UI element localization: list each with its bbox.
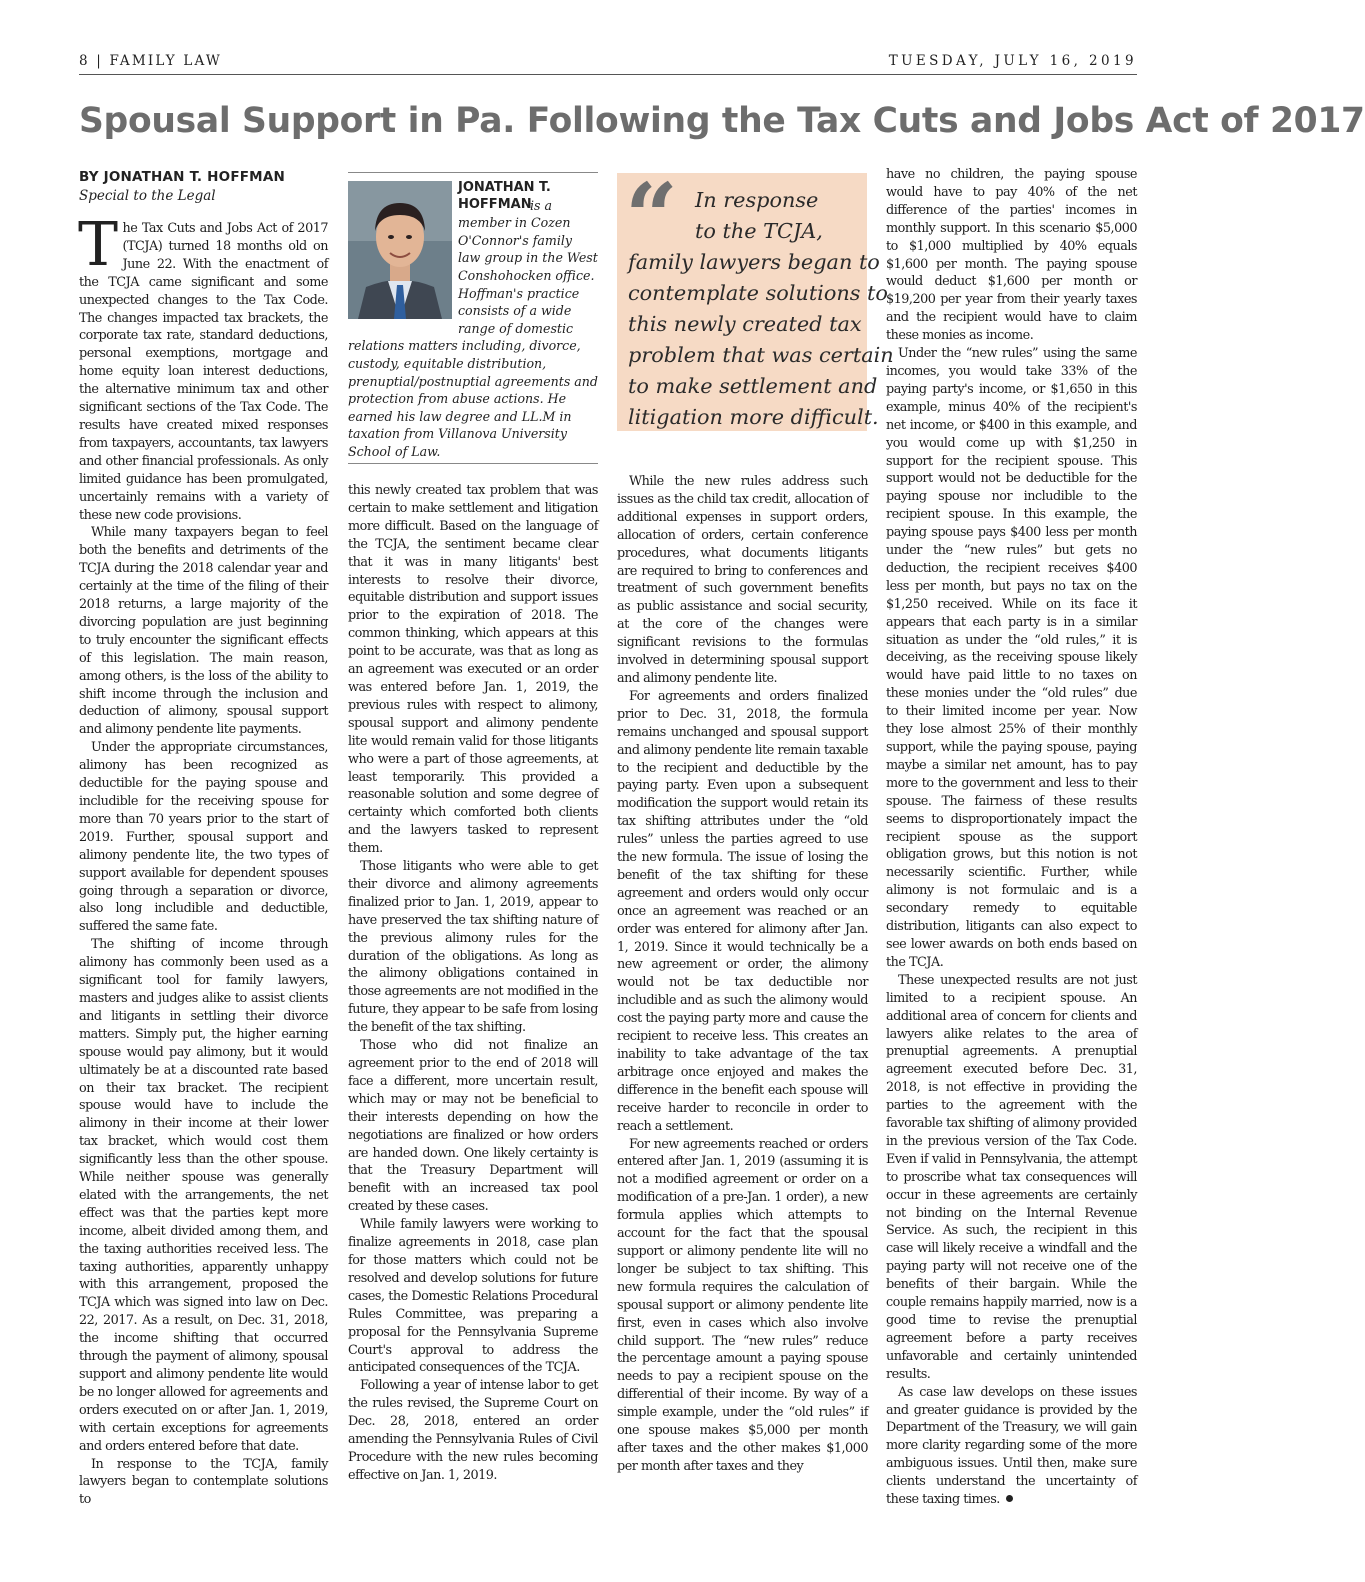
article-column-4 [886,166,1137,1509]
paragraph: While many taxpayers began to feel both the benefits and detriments of the TCJA during the 2018 calendar year and certainly at the time of the filing of their 2018 returns, a large majority of the divorcing population are just beginning to truly encounter the significant effects of this legislation. The main reason, among others, is the loss of the ability to shift income through the inclusion and deduction of alimony, spousal support and alimony pendente lite payments. [79,525,328,738]
author-bio-box [348,172,598,464]
byline: BY JONATHAN T. HOFFMAN [79,169,285,185]
paragraph: For new agreements reached or orders entered after Jan. 1, 2019 (assuming it is not a modified agreement or order on a modification of a pre-Jan. 1 order), a new formula applies which attempts to account for the fact that the spousal support or alimony pendente lite will no longer be subject to tax shifting. This new formula requires the calculation of spousal support or alimony pendente lite first, even in cases which also involve child support. The “new rules” reduce the percentage amount a paying spouse needs to pay a recipient spouse on the differential of their income. By way of a simple example, under the “old rules” if one spouse makes $5,000 per month after taxes and the other makes $1,000 per month after taxes and they [617,1136,868,1474]
paragraph: In response to the TCJA, family lawyers began to contemplate solutions to [79,1456,328,1508]
article-column-3 [617,473,868,1476]
paragraph: Those litigants who were able to get their divorce and alimony agreements finalized prior to Jan. 1, 2019, appear to have preserved the tax shifting nature of the previous alimony rules for the duration of the obligations. As long as the alimony obligations contained in those agreements are not modified in the future, they appear to be safe from losing the benefit of the tax shifting. [348,859,598,1036]
bio-author-name: JONATHAN T. HOFFMAN [458,180,551,212]
paragraph: While the new rules address such issues as the child tax credit, allocation of additional expenses in support orders, allocation of orders, certain conference procedures, what documents litigants are required to bring to conferences and treatment of such government benefits as public assistance and social security, at the core of the changes were significant revisions to the formulas involved in determining spousal support and alimony pendente lite. [617,474,868,686]
paragraph: this newly created tax problem that was certain to make settlement and litigation more difficult. Based on the language of the TCJA, the sentiment became clear that it was in many litigants' best interests to resolve their divorce, equitable distribution and support issues prior to the expiration of 2018. The common thinking, which appears at this point to be accurate, was that as long as an agreement was executed or an order was entered before Jan. 1, 2019, the previous rules with respect to alimony, spousal support and alimony pendente lite would remain valid for those litigants who were a part of those agreements, at least temporarily. This provided a reasonable solution and some degree of certainty which comforted both clients and the lawyers tasked to represent them. [348,483,598,857]
paragraph: While family lawyers were working to finalize agreements in 2018, case plan for those matters which could not be resolved and develop solutions for future cases, the Domestic Relations Procedural Rules Committee, was preparing a proposal for the Pennsylvania Supreme Court's approval to address the anticipated consequences of the TCJA. [348,1217,598,1376]
paragraph: Following a year of intense labor to get the rules revised, the Supreme Court on Dec. 28, 2018, entered an order amending the Pennsylvania Rules of Civil Procedure with the new rules becoming effective on Jan. 1, 2019. [348,1378,598,1483]
paragraph: The Tax Cuts and Jobs Act of 2017 (TCJA) turned 18 months old on June 22. With the enactment of the TCJA came significant and some unexpected changes to the Tax Code. The changes impacted tax brackets, the corporate tax rate, standard deductions, personal exemptions, mortgage and home equity loan interest deductions, the alternative minimum tax and other significant sections of the Tax Code. The results have created mixed responses from taxpayers, accountants, tax lawyers and other financial professionals. As only limited guidance has been promulgated, uncertainly remains with a variety of these new code provisions. [78,210,328,523]
paragraph: Those who did not finalize an agreement prior to the end of 2018 will face a different, more uncertain result, which may or may not be beneficial to their interests depending on how the negotiations are finalized or how orders are handed down. One likely certainty is that the Treasury Department will benefit with an increased tax pool created by these cases. [348,1038,598,1215]
pull-quote-text: In response to the TCJA, family lawyers began to contemplate solutions to this newly created tax problem that was certain to make settlement and litigation more difficult. [628,188,894,429]
article-column-1 [78,210,328,1509]
paragraph: For agreements and orders finalized prior to Dec. 31, 2018, the formula remains unchanged and spousal support and alimony pendente lite remain taxable to the recipient and deductible by the paying party. Even upon a subsequent modification the support would retain its tax shifting attributes under the “old rules” unless the parties agreed to use the new formula. The issue of losing the benefit of the tax shifting for these agreement and orders would only occur once an agreement was reached or an order was entered for alimony after Jan. 1, 2019. Since it would technically be a new agreement or order, the alimony would not be tax deductible nor includible and as such the alimony would cost the paying party more and cause the recipient to receive less. This creates an inability to take advantage of the tax arbitrage once enjoyed and makes the difference in the benefit each spouse will receive harder to reconcile in order to reach a settlement. [617,688,868,1134]
paragraph: have no children, the paying spouse would have to pay 40% of the net difference of the parties' incomes in monthly support. In this scenario $5,000 to $1,000 multiplied by 40% equals $1,600 per month. The paying spouse would deduct $1,600 per month or $19,200 per year from their yearly taxes and the recipient would have to claim these monies as income. [886,167,1137,344]
running-header [79,53,1137,75]
paragraph: The shifting of income through alimony has commonly been used as a significant tool for family lawyers, masters and judges alike to assist clients and litigants in settling their divorce matters. Simply put, the higher earning spouse would pay alimony, but it would ultimately be at a discounted rate based on their tax bracket. The recipient spouse would have to include the alimony in their income at their lower tax bracket, which would cost them significantly less than the other spouse. While neither spouse was generally elated with the arrangements, the net effect was that the parties kept more income, albeit divided among them, and the taxing authorities received less. The taxing authorities, apparently unhappy with this arrangement, proposed the TCJA which was signed into law on Dec. 22, 2017. As a result, on Dec. 31, 2018, the income shifting that occurred through the payment of alimony, spousal support and alimony pendente lite would be no longer allowed for agreements and orders executed on or after Jan. 1, 2019, with certain exceptions for agreements and orders entered before that date. [79,937,328,1454]
end-mark-icon [1006,1495,1013,1502]
page-section-label: 8 | FAMILY LAW [79,53,222,69]
byline-note: Special to the Legal [79,188,216,204]
paragraph: As case law develops on these issues and greater guidance is provided by the Department of the Treasury, we will gain more clarity regarding some of the more ambiguous issues. Until then, make sure clients understand the uncertainty of these taxing times. [886,1384,1137,1508]
bio-text: is a member in Cozen O'Connor's family law group in the West Conshohocken office. Hoffman's practice consists of a wide range of domestic relations matters including, divorce, custody, equitable distribution, prenuptial/postnuptial agreements and protection from abuse actions. He earned his law degree and LL.M in taxation from Villanova University School of Law. [348,197,598,459]
article-headline: Spousal Support in Pa. Following the Tax Cuts and Jobs Act of 2017 [79,101,1365,141]
quote-mark-icon: “ [625,163,678,271]
article-column-2 [348,482,598,1485]
paragraph: Under the “new rules” using the same incomes, you would take 33% of the paying party's income, or $1,650 in this example, minus 40% of the recipient's net income, or $400 in this example, and you would come up with $1,250 in support for the recipient spouse. This support would not be deductible for the paying spouse nor includible to the recipient spouse. In this example, the paying spouse pays $400 less per month under the “new rules” but gets no deduction, the recipient receives $400 less per month, but pays no tax on the $1,250 received. While on its face it appears that each party is in a similar situation as under the “old rules,” it is deceiving, as the receiving spouse likely would have paid little to no taxes on these monies under the “old rules” due to their limited income per year. Now they lose almost 25% of their monthly support, while the paying spouse, paying maybe a similar net amount, has to pay more to the government and less to their spouse. The fairness of these results seems to disproportionately impact the recipient spouse as the support obligation grows, but this notion is not necessarily scientific. Further, while alimony is not formulaic and is a secondary remedy to equitable distribution, litigants can also expect to see lower awards on both ends based on the TCJA. [886,346,1137,970]
paragraph: Under the appropriate circumstances, alimony has been recognized as deductible for the paying spouse and includible for the receiving spouse for more than 70 years prior to the start of 2019. Further, spousal support and alimony pendente lite, the two types of support available for dependent spouses going through a separation or divorce, also long includible and deductible, suffered the same fate. [79,740,328,935]
issue-date: TUESDAY, JULY 16, 2019 [888,53,1137,69]
header-rule [79,74,1137,75]
pull-quote [617,163,894,431]
drop-cap: T [78,210,118,280]
paragraph: These unexpected results are not just limited to a recipient spouse. An additional area of concern for clients and lawyers alike relates to the area of prenuptial agreements. A prenuptial agreement executed before Dec. 31, 2018, is not effective in providing the parties to the agreement with the favorable tax shifting of alimony provided in the previous version of the Tax Code. Even if valid in Pennsylvania, the attempt to proscribe what tax consequences will occur in these agreements are certainly not binding on the Internal Revenue Service. As such, the recipient in this case will likely receive a windfall and the paying party will not receive one of the benefits of their bargain. While the couple remains happily married, now is a good time to revise the prenuptial agreement before a party receives unfavorable and certainly unintended results. [886,972,1137,1382]
